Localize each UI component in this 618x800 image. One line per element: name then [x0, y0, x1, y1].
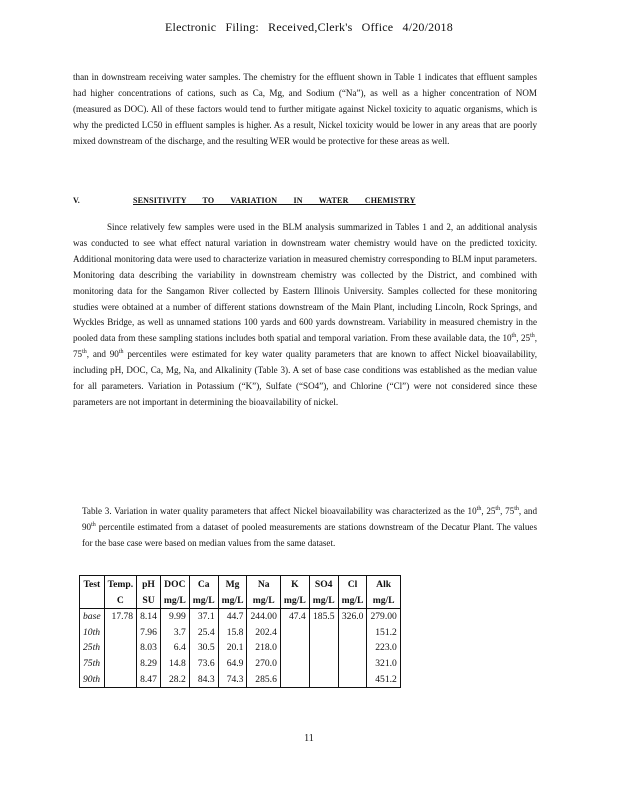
- cell-ph: 8.03: [137, 640, 161, 656]
- col-header-test: Test: [80, 576, 105, 593]
- table-header-row: [80, 576, 401, 593]
- cell-ca: 84.3: [189, 672, 218, 688]
- cell-k: 47.4: [280, 609, 309, 625]
- superscript: th: [530, 333, 535, 340]
- unit-mg: mg/L: [218, 593, 247, 609]
- cell-temp: [104, 640, 137, 656]
- table-row: [80, 640, 401, 656]
- col-header-doc: DOC: [160, 576, 189, 593]
- section-number: V.: [73, 196, 80, 205]
- col-header-mg: Mg: [218, 576, 247, 593]
- cell-doc: 14.8: [160, 656, 189, 672]
- cell-doc: 3.7: [160, 625, 189, 641]
- superscript: th: [514, 505, 519, 512]
- unit-doc: mg/L: [160, 593, 189, 609]
- superscript: th: [118, 349, 124, 356]
- cell-test: 75th: [80, 656, 105, 672]
- table-row: [80, 656, 401, 672]
- table-row: [80, 609, 401, 625]
- unit-so4: mg/L: [309, 593, 338, 609]
- superscript: th: [91, 521, 96, 528]
- cell-alk: 321.0: [367, 656, 400, 672]
- cell-mg: 44.7: [218, 609, 247, 625]
- paragraph-text: , and 90: [86, 349, 119, 360]
- table-units-row: [80, 593, 401, 609]
- water-quality-table: [79, 575, 401, 688]
- page-number: 11: [304, 733, 314, 744]
- cell-mg: 74.3: [218, 672, 247, 688]
- cell-test: 90th: [80, 672, 105, 688]
- cell-so4: [309, 625, 338, 641]
- table-row: [80, 625, 401, 641]
- cell-alk: 223.0: [367, 640, 400, 656]
- cell-mg: 15.8: [218, 625, 247, 641]
- cell-doc: 9.99: [160, 609, 189, 625]
- cell-so4: [309, 640, 338, 656]
- caption-text: , 25: [481, 506, 496, 516]
- cell-ca: 25.4: [189, 625, 218, 641]
- cell-test: 10th: [80, 625, 105, 641]
- col-header-k: K: [280, 576, 309, 593]
- cell-na: 218.0: [247, 640, 280, 656]
- superscript: th: [82, 349, 87, 356]
- col-header-ph: pH: [137, 576, 161, 593]
- cell-ca: 30.5: [189, 640, 218, 656]
- superscript: th: [495, 505, 501, 512]
- cell-temp: [104, 672, 137, 688]
- cell-alk: 451.2: [367, 672, 400, 688]
- cell-cl: [338, 640, 367, 656]
- cell-ph: 8.47: [137, 672, 161, 688]
- cell-na: 244.00: [247, 609, 280, 625]
- unit-cl: mg/L: [338, 593, 367, 609]
- col-header-cl: Cl: [338, 576, 367, 593]
- cell-temp: [104, 656, 137, 672]
- cell-cl: 326.0: [338, 609, 367, 625]
- cell-so4: [309, 672, 338, 688]
- cell-ca: 73.6: [189, 656, 218, 672]
- unit-test: [80, 593, 105, 609]
- cell-k: [280, 672, 309, 688]
- cell-temp: [104, 625, 137, 641]
- cell-mg: 20.1: [218, 640, 247, 656]
- cell-temp: 17.78: [104, 609, 137, 625]
- cell-ca: 37.1: [189, 609, 218, 625]
- filing-header: Electronic Filing: Received,Clerk's Office 4/20/2018: [165, 20, 453, 34]
- cell-doc: 28.2: [160, 672, 189, 688]
- col-header-alk: Alk: [367, 576, 400, 593]
- caption-text: Table 3. Variation in water quality parameters that affect Nickel bioavailability was characterized as the 10: [82, 506, 477, 516]
- cell-ph: 8.29: [137, 656, 161, 672]
- cell-so4: 185.5: [309, 609, 338, 625]
- unit-ca: mg/L: [189, 593, 218, 609]
- paragraph-text: , 75: [73, 333, 538, 360]
- cell-alk: 151.2: [367, 625, 400, 641]
- paragraph-text: Since relatively few samples were used in the BLM analysis summarized in Tables 1 and 2, an additional analysis was conducted to see what effect natural variation in downstream water chemistry would have on the predicted toxicity. Additional monitoring data were used to characterize variation in measured chemistry corresponding to BLM input parameters. Monitoring data describing the variability in downstream chemistry was collected by the District, and combined with monitoring data for the Sangamon River collected by Eastern Illinois University. Samples collected for these monitoring studies were obtained at a number of different stations downstream of the Main Plant, including Lincoln, Rock Springs, and Wyckles Bridge, as well as unnamed stations 100 yards and 600 yards downstream. Variability in measured chemistry in the pooled data from these sampling stations includes both spatial and temporal variation. From these available data, the 10: [73, 222, 537, 344]
- cell-na: 285.6: [247, 672, 280, 688]
- section-heading: [73, 196, 416, 205]
- cell-mg: 64.9: [218, 656, 247, 672]
- caption-text: percentile estimated from a dataset of pooled measurements are stations downstream of the Decatur Plant. The values for the base case were based on median values from the same dataset.: [82, 522, 537, 548]
- col-header-ca: Ca: [189, 576, 218, 593]
- cell-k: [280, 656, 309, 672]
- paragraph-text: , 25: [516, 333, 531, 344]
- cell-ph: 7.96: [137, 625, 161, 641]
- table-caption: [82, 503, 537, 551]
- cell-cl: [338, 672, 367, 688]
- cell-test: 25th: [80, 640, 105, 656]
- cell-cl: [338, 625, 367, 641]
- unit-k: mg/L: [280, 593, 309, 609]
- col-header-so4: SO4: [309, 576, 338, 593]
- section-title: SENSITIVITY TO VARIATION IN WATER CHEMISTRY: [133, 196, 416, 205]
- cell-test: base: [80, 609, 105, 625]
- paragraph-text: percentiles were estimated for key water quality parameters that are known to affect Nickel bioavailability, including pH, DOC, Ca, Mg, Na, and Alkalinity (Table 3). A set of base case conditions was established as the median value for all parameters. Variation in Potassium (“K”), Sulfate (“SO4”), and Chlorine (“Cl”) were not considered since these parameters are not important in determining the bioavailability of nickel.: [73, 349, 537, 407]
- caption-text: , and 90: [82, 506, 537, 532]
- cell-k: [280, 625, 309, 641]
- cell-ph: 8.14: [137, 609, 161, 625]
- superscript: th: [511, 333, 517, 340]
- unit-na: mg/L: [247, 593, 280, 609]
- paragraph-effluent-chemistry: than in downstream receiving water samples. The chemistry for the effluent shown in Table 1 indicates that effluent samples had higher concentrations of cations, such as Ca, Mg, and Sodium (“Na”), as well as a higher concentration of NOM (measured as DOC). All of these factors would tend to further mitigate against Nickel toxicity to aquatic organisms, which is why the predicted LC50 in effluent samples is higher. As a result, Nickel toxicity would be lower in any areas that are poorly mixed downstream of the discharge, and the resulting WER would be protective for these areas as well.: [73, 72, 537, 146]
- cell-so4: [309, 656, 338, 672]
- cell-alk: 279.00: [367, 609, 400, 625]
- cell-cl: [338, 656, 367, 672]
- unit-temp: C: [104, 593, 137, 609]
- caption-text: , 75: [500, 506, 515, 516]
- unit-alk: mg/L: [367, 593, 400, 609]
- cell-na: 202.4: [247, 625, 280, 641]
- cell-k: [280, 640, 309, 656]
- paragraph-sensitivity: [73, 220, 537, 411]
- unit-ph: SU: [137, 593, 161, 609]
- col-header-temp: Temp.: [104, 576, 137, 593]
- col-header-na: Na: [247, 576, 280, 593]
- cell-doc: 6.4: [160, 640, 189, 656]
- table-row: [80, 672, 401, 688]
- superscript: th: [476, 505, 482, 512]
- cell-na: 270.0: [247, 656, 280, 672]
